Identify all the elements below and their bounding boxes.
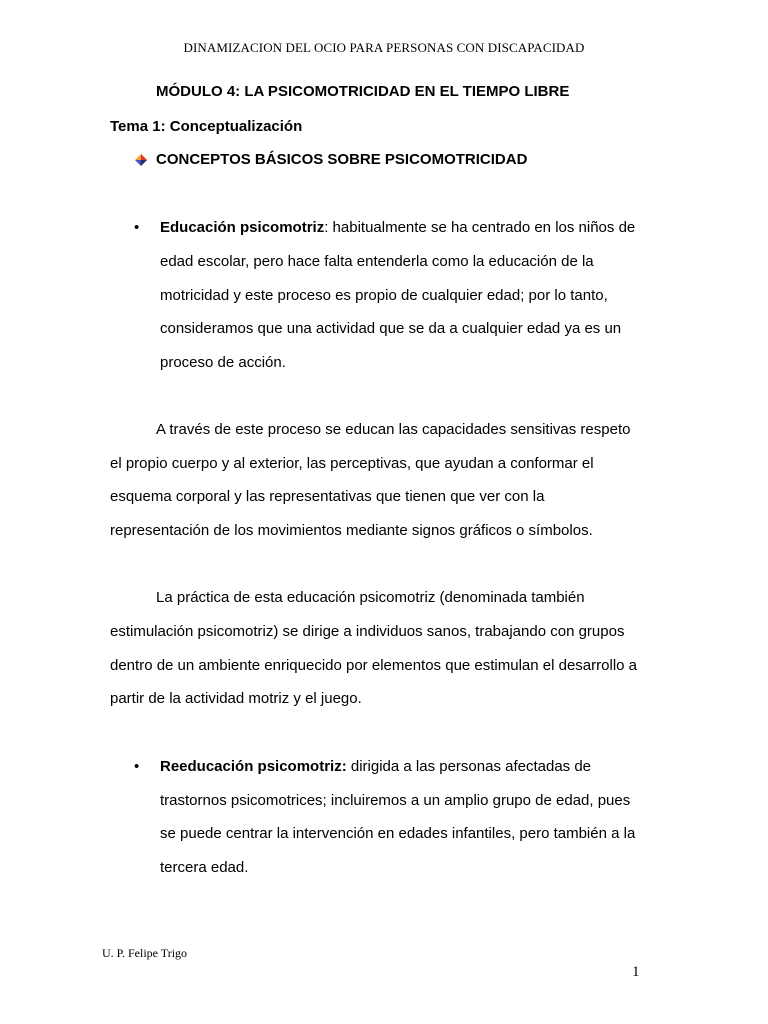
para2-line4: partir de la actividad motriz y el juego. — [110, 690, 362, 707]
bullet2-line2: trastornos psicomotrices; incluiremos a un amplio grupo de edad, pues — [160, 792, 631, 809]
para1-line4: representación de los movimientos mediante signos gráficos o símbolos. — [110, 522, 593, 539]
para2-line2: estimulación psicomotriz) se dirige a individuos sanos, trabajando con grupos — [110, 623, 625, 640]
para2-line3: dentro de un ambiente enriquecido por elementos que estimulan el desarrollo a — [110, 657, 637, 674]
bullet2-line1-rest: dirigida a las personas afectadas de — [346, 758, 592, 775]
bullet-symbol: • — [134, 758, 140, 775]
bullet2-term: Reeducación psicomotriz: — [160, 758, 347, 775]
bullet1-line4: consideramos que una actividad que se da a cualquier edad ya es un — [160, 320, 622, 337]
concepts-heading-text: CONCEPTOS BÁSICOS SOBRE PSICOMOTRICIDAD — [156, 151, 528, 168]
bullet1-line5: proceso de acción. — [160, 354, 286, 371]
bullet1-line3: motricidad y este proceso es propio de cualquier edad; por lo tanto, — [160, 287, 608, 304]
para1-line1: A través de este proceso se educan las capacidades sensitivas respeto — [156, 421, 631, 438]
bullet2-line3: se puede centrar la intervención en edades infantiles, pero también a la — [160, 825, 636, 842]
bullet1-term: Educación psicomotriz — [160, 219, 325, 236]
bullet1-line1 — [160, 219, 635, 237]
para1-line3: esquema corporal y las representativas que tienen que ver con la — [110, 488, 545, 505]
footer-institution: U. P. Felipe Trigo — [102, 946, 188, 960]
bullet1-line1-rest: : habitualmente se ha centrado en los niños de — [324, 219, 636, 236]
bullet1-line2: edad escolar, pero hace falta entenderla como la educación de la — [160, 253, 594, 270]
para1-line2: el propio cuerpo y al exterior, las perceptivas, que ayudan a conformar el — [110, 455, 594, 472]
bullet-symbol: • — [134, 219, 140, 236]
page-number: 1 — [632, 964, 640, 980]
diamond-bullet-icon — [134, 153, 148, 167]
bullet2-line1 — [160, 758, 591, 776]
para2-line1: La práctica de esta educación psicomotriz (denominada también — [156, 589, 585, 606]
module-title: MÓDULO 4: LA PSICOMOTRICIDAD EN EL TIEMPO LIBRE — [156, 83, 570, 100]
topic-heading: Tema 1: Conceptualización — [110, 118, 303, 135]
bullet2-line4: tercera edad. — [160, 859, 249, 876]
running-header: DINAMIZACION DEL OCIO PARA PERSONAS CON DISCAPACIDAD — [183, 40, 585, 55]
